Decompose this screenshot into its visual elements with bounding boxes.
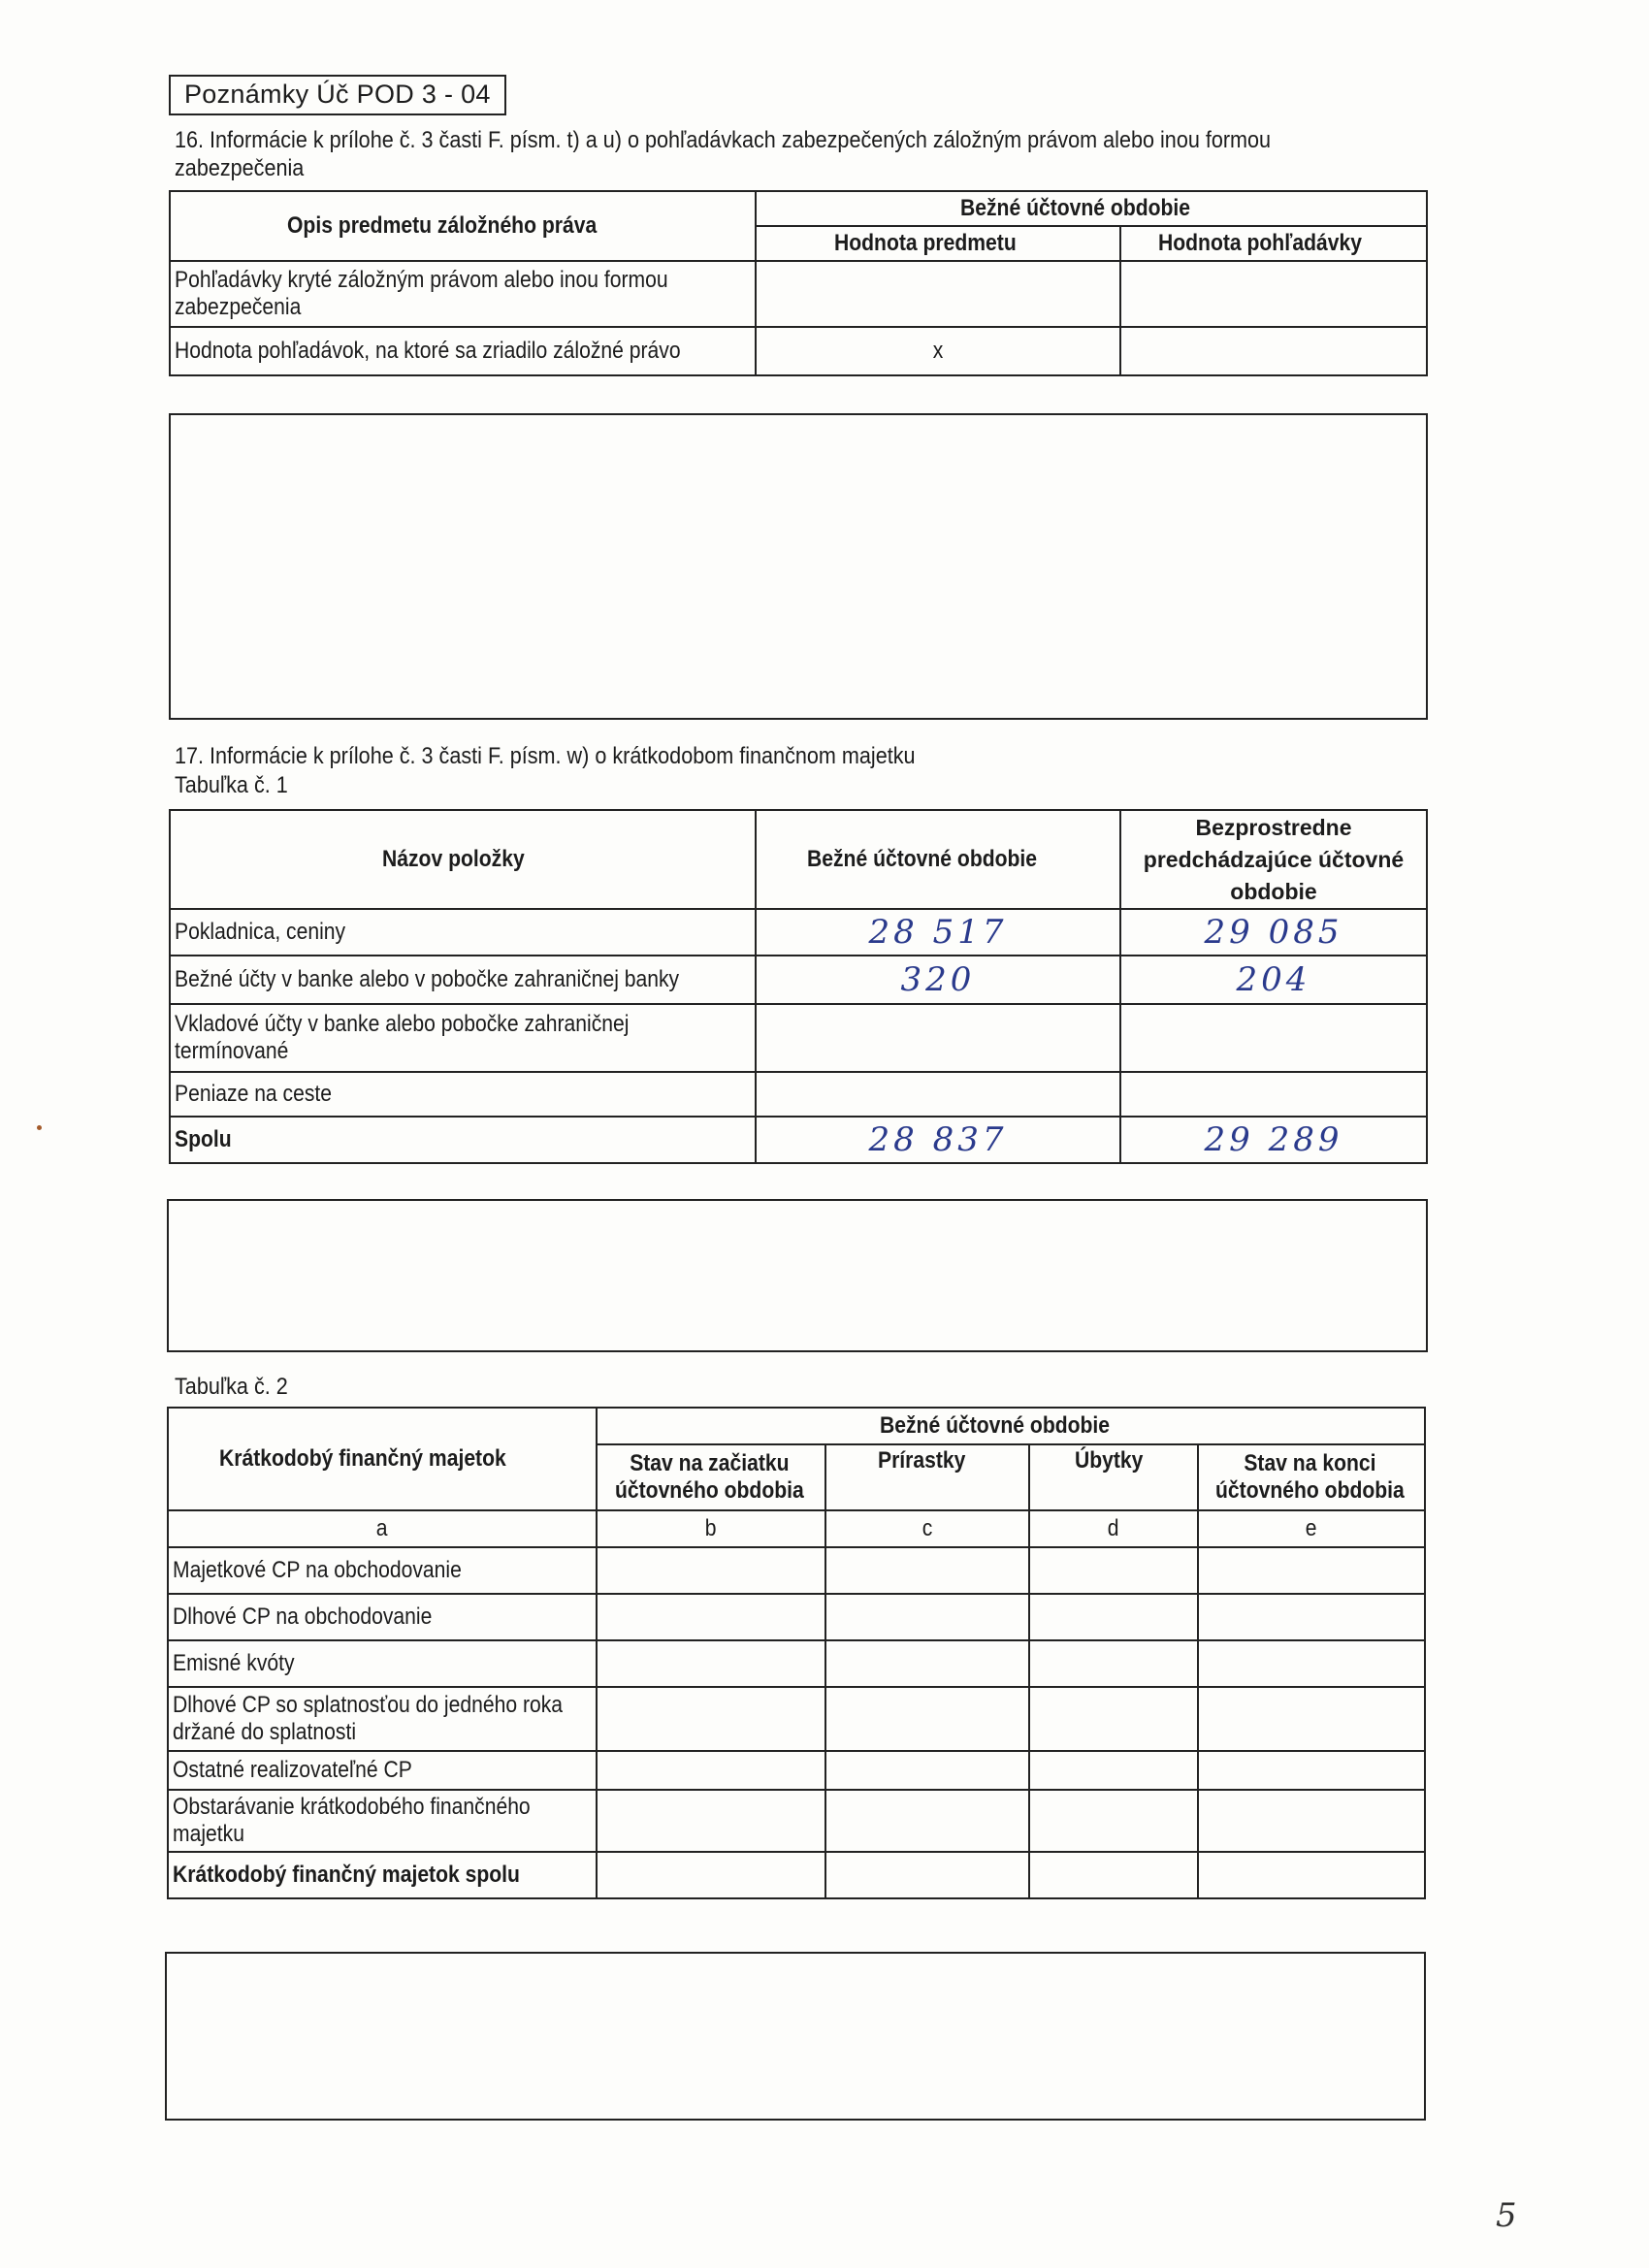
- section-16-heading: 16. Informácie k prílohe č. 3 časti F. písm. t) a u) o pohľadávkach zabezpečených záložným právom alebo inou formou zabezpečenia: [175, 127, 1272, 181]
- table-row: [170, 327, 1427, 375]
- cell-previous-value: [1120, 1072, 1427, 1117]
- cell-previous-value: 29 085: [1120, 909, 1427, 956]
- table-row: [168, 1790, 1425, 1852]
- cell-total-previous: 29 289: [1120, 1117, 1427, 1163]
- col-header-disposals: Úbytky: [1029, 1444, 1198, 1510]
- cell-previous-value: [1120, 1004, 1427, 1072]
- cell-current-value: 320: [756, 956, 1120, 1004]
- table-row: [168, 1751, 1425, 1790]
- notes-box-section-16: [169, 413, 1428, 720]
- col-header-item-name: Názov položky: [170, 810, 756, 909]
- row-label: Ostatné realizovateľné CP: [168, 1751, 597, 1790]
- table-row-total: [168, 1852, 1425, 1898]
- cell-previous-value: 204: [1120, 956, 1427, 1004]
- col-header-start: Stav na začiatku účtovného obdobia: [597, 1444, 825, 1510]
- cell-total-current: 28 837: [756, 1117, 1120, 1163]
- row-label: Peniaze na ceste: [170, 1072, 756, 1117]
- row-label: Bežné účty v banke alebo v pobočke zahraničnej banky: [170, 956, 756, 1004]
- col-header-current-period: Bežné účtovné obdobie: [756, 810, 1120, 909]
- cell-value-item: [756, 261, 1120, 327]
- col-header-previous-period: Bezprostredne predchádzajúce účtovné obdobie: [1120, 810, 1427, 909]
- table-row-total: [170, 1117, 1427, 1163]
- table-row: [168, 1640, 1425, 1687]
- col-header-value-item: Hodnota predmetu: [756, 226, 1120, 261]
- table-1-caption: Tabuľka č. 1: [175, 772, 288, 798]
- table-row: [170, 1004, 1427, 1072]
- table-row: [170, 909, 1427, 956]
- cell-current-value: [756, 1072, 1120, 1117]
- cell-current-value: [756, 1004, 1120, 1072]
- col-header-period: Bežné účtovné obdobie: [597, 1408, 1425, 1444]
- row-label: Dlhové CP so splatnosťou do jedného roka držané do splatnosti: [168, 1687, 597, 1751]
- table-row: [170, 956, 1427, 1004]
- collateral-table: [169, 190, 1428, 376]
- table-row: [170, 261, 1427, 327]
- handwritten-page-number: 5: [1496, 2196, 1517, 2235]
- cell-value-receivable: [1120, 261, 1427, 327]
- col-letter-b: b: [597, 1510, 825, 1547]
- cell-value-item: x: [756, 327, 1120, 375]
- row-label: Hodnota pohľadávok, na ktoré sa zriadilo záložné právo: [170, 327, 756, 375]
- table-2-caption: Tabuľka č. 2: [175, 1374, 288, 1400]
- section-17-heading: 17. Informácie k prílohe č. 3 časti F. písm. w) o krátkodobom finančnom majetku: [175, 743, 916, 769]
- notes-box-table-2: [165, 1952, 1426, 2121]
- row-label: Pokladnica, ceniny: [170, 909, 756, 956]
- row-label: Emisné kvóty: [168, 1640, 597, 1687]
- col-header-asset: Krátkodobý finančný majetok: [168, 1408, 597, 1510]
- row-label-total: Spolu: [170, 1117, 756, 1163]
- notes-box-table-1: [167, 1199, 1428, 1352]
- table-row: [168, 1594, 1425, 1640]
- financial-assets-table-2: [167, 1407, 1426, 1899]
- table-row: [168, 1547, 1425, 1594]
- table-row: [168, 1687, 1425, 1751]
- col-letter-a: a: [168, 1510, 597, 1547]
- row-label: Pohľadávky kryté záložným právom alebo inou formou zabezpečenia: [170, 261, 756, 327]
- form-code-label: Poznámky Úč POD 3 - 04: [169, 75, 506, 115]
- col-header-end: Stav na konci účtovného obdobia: [1198, 1444, 1425, 1510]
- col-header-additions: Prírastky: [825, 1444, 1029, 1510]
- col-letter-e: e: [1198, 1510, 1425, 1547]
- col-header-period: Bežné účtovné obdobie: [756, 191, 1427, 226]
- cell-value-receivable: [1120, 327, 1427, 375]
- row-label: Majetkové CP na obchodovanie: [168, 1547, 597, 1594]
- col-header-description: Opis predmetu záložného práva: [170, 191, 756, 261]
- row-label: Obstarávanie krátkodobého finančného majetku: [168, 1790, 597, 1852]
- col-letter-d: d: [1029, 1510, 1198, 1547]
- row-label-total: Krátkodobý finančný majetok spolu: [168, 1852, 597, 1898]
- financial-assets-table-1: [169, 809, 1428, 1164]
- col-letter-c: c: [825, 1510, 1029, 1547]
- row-label: Vkladové účty v banke alebo pobočke zahraničnej termínované: [170, 1004, 756, 1072]
- row-label: Dlhové CP na obchodovanie: [168, 1594, 597, 1640]
- col-header-value-receivable: Hodnota pohľadávky: [1120, 226, 1427, 261]
- cell-current-value: 28 517: [756, 909, 1120, 956]
- table-row: [170, 1072, 1427, 1117]
- scan-speck: [37, 1125, 42, 1130]
